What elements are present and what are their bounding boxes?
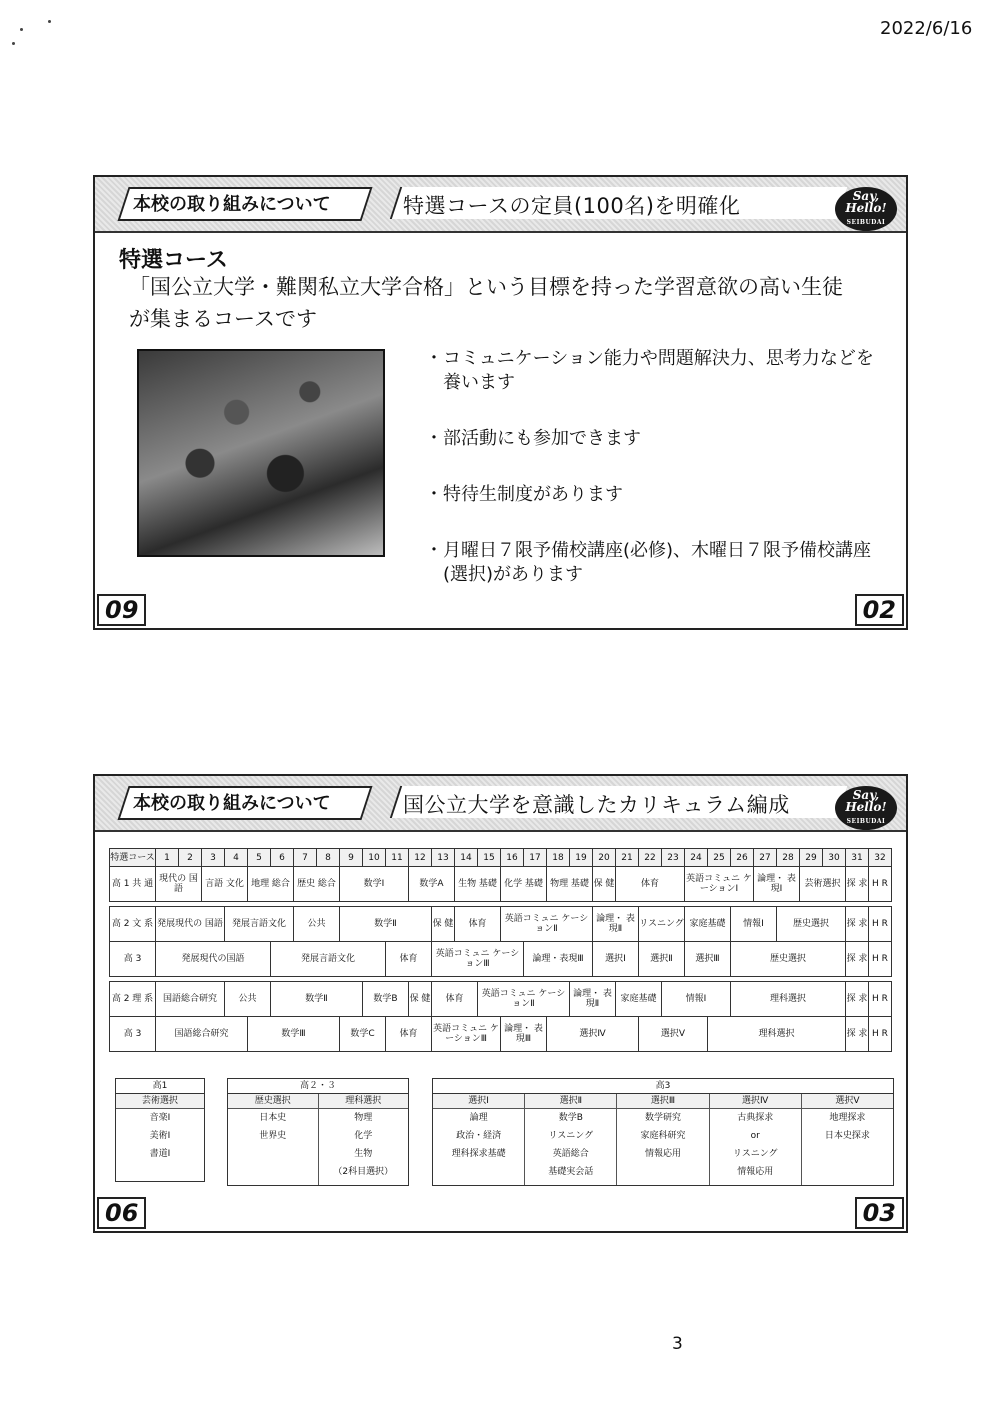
header-tag: 本校の取り組みについて <box>133 793 331 814</box>
feature-list <box>425 347 885 619</box>
slide-header <box>95 177 906 233</box>
table-row: 高 3 発展現代の国語 発展言語文化 体育 英語コミュニ ケーションⅢ 論理・表現Ⅲ 選択Ⅰ 選択Ⅱ 選択Ⅲ 歴史選択 探 求 H R <box>110 942 892 977</box>
feature-item: ・ 月曜日７限予備校講座(必修)、木曜日７限予備校講座(選択)があります <box>425 539 885 587</box>
period-header-row: 特選コース 1 2 3 4 5 6 7 8 9 10 11 12 13 14 15 16 17 18 19 20 21 22 23 24 25 26 27 28 29 30 31 32 <box>110 849 892 867</box>
slide-header <box>95 776 906 832</box>
scan-speck <box>48 20 51 23</box>
elective-box-grade3: 高3 選択Ⅰ 論理 政治・経済 理科探求基礎 選択Ⅱ 数学B リスニング 英語総合 基礎実会話 選択Ⅲ 数学研究 家庭科研究 情報応用 選択Ⅳ 古典探求 or リスニング 情報応用 選択Ⅴ 地理探求 日本史探求 <box>432 1078 894 1186</box>
header-title: 特選コースの定員(100名)を明確化 <box>403 194 741 218</box>
header-tag: 本校の取り組みについて <box>133 194 331 215</box>
table-row: 高 3 国語総合研究 数学Ⅲ 数学C 体育 英語コミュニ ケーションⅢ 論理・ 表現Ⅲ 選択Ⅳ 選択Ⅴ 理科選択 探 求 H R <box>110 1017 892 1052</box>
feature-item: ・ 部活動にも参加できます <box>425 427 885 451</box>
students-studying-photo <box>137 349 385 557</box>
course-description: 「国公立大学・難関私立大学合格」という目標を持った学習意欲の高い生徒が集まるコースです <box>129 275 843 331</box>
table-row: 高 2 理 系 国語総合研究 公共 数学Ⅱ 数学B 保 健 体育 英語コミュニ ケーションⅡ 論理・ 表現Ⅱ 家庭基礎 情報Ⅰ 理科選択 探 求 H R <box>110 982 892 1017</box>
header-title: 国公立大学を意識したカリキュラム編成 <box>403 793 790 817</box>
scan-speck <box>20 28 23 31</box>
page-number: 3 <box>672 1334 683 1354</box>
print-date: 2022/6/16 <box>880 18 973 39</box>
say-hello-logo: Say, Hello! SEIBUDAI <box>835 187 897 231</box>
slide-number-right: 03 <box>855 1197 904 1229</box>
slide-number-left: 06 <box>97 1197 146 1229</box>
elective-box-grade2-3: 高２・３ 歴史選択 日本史 世界史 理科選択 物理 化学 生物 （2科目選択） <box>227 1078 409 1186</box>
feature-item: ・ コミュニケーション能力や問題解決力、思考力などを養います <box>425 347 885 395</box>
curriculum-table <box>109 848 892 1052</box>
say-hello-logo: Say, Hello! SEIBUDAI <box>835 786 897 830</box>
slide-02 <box>93 175 908 630</box>
course-heading: 特選コース <box>119 248 228 273</box>
slide-03 <box>93 774 908 1233</box>
slide-number-left: 09 <box>97 594 146 626</box>
elective-box-grade1: 高1 芸術選択 音楽Ⅰ 美術Ⅰ 書道Ⅰ <box>115 1078 205 1182</box>
table-row: 高 2 文 系 発展現代の 国語 発展言語文化 公共 数学Ⅱ 保 健 体育 英語コミュニ ケーションⅡ 論理・ 表現Ⅱ リスニング 家庭基礎 情報Ⅰ 歴史選択 探 求 H R <box>110 907 892 942</box>
scan-speck <box>12 42 15 45</box>
corner-cell: 特選コース <box>110 849 156 867</box>
slide-number-right: 02 <box>855 594 904 626</box>
table-row: 高 1 共 通 現代の 国語 言語 文化 地理 総合 歴史 総合 数学Ⅰ 数学A 生物 基礎 化学 基礎 物理 基礎 保 健 体育 英語コミュニ ケーションⅠ 論理・ 表現Ⅰ 芸術選択 探 求 H R <box>110 867 892 902</box>
feature-item: ・ 特待生制度があります <box>425 483 885 507</box>
